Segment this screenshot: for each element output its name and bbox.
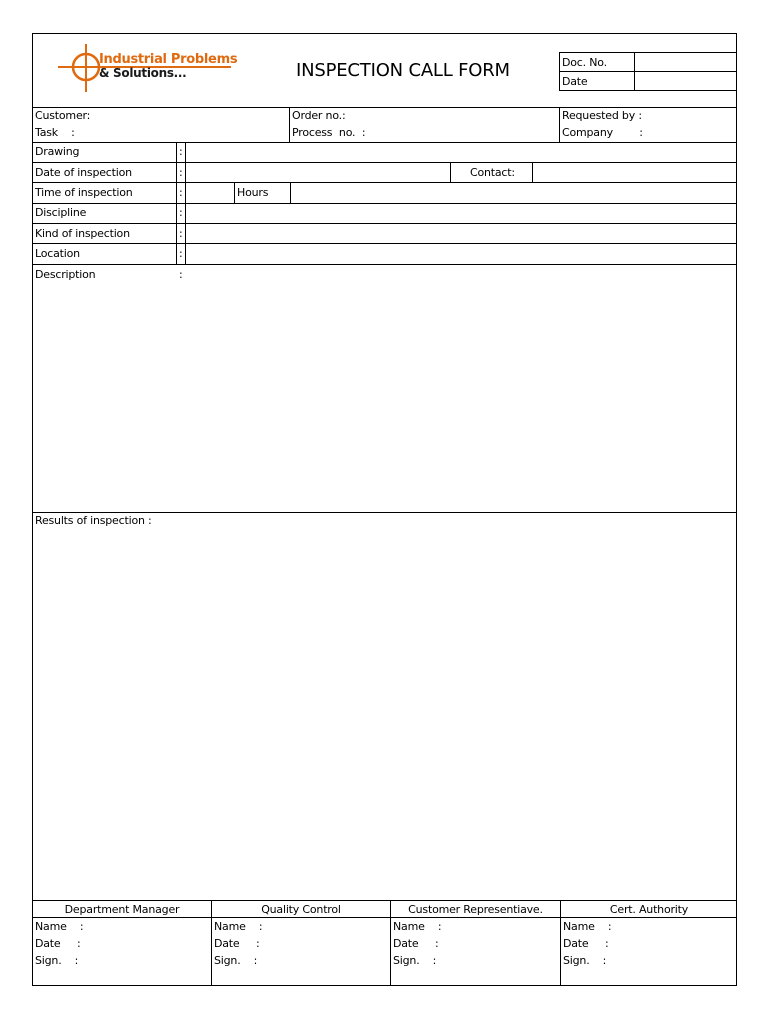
form-title: INSPECTION CALL FORM [296,60,510,81]
doc-no-label: Doc. No. [562,56,607,69]
sig-date-label: Date : [393,937,439,950]
location-field[interactable] [187,245,735,263]
customer-label: Customer: [35,109,91,122]
sig-name-label: Name : [563,920,612,933]
sig-header-cert-authority: Cert. Authority [609,903,689,916]
task-label: Task : [35,126,75,139]
time-of-inspection-field[interactable] [187,184,233,202]
sig-header-customer-representative: Customer Representiave. [408,903,543,916]
date-of-inspection-field[interactable] [187,164,449,181]
company-label: Company : [562,126,643,139]
doc-no-field[interactable] [636,54,735,70]
sig-sign-label: Sign. : [35,954,79,967]
drawing-field[interactable] [187,144,735,161]
doc-date-label: Date [562,75,588,88]
kind-of-inspection-label: Kind of inspection [35,227,130,240]
sig-name-label: Name : [214,920,263,933]
date-of-inspection-label: Date of inspection [35,166,132,179]
description-area[interactable] [34,284,735,510]
colon: : [179,268,183,281]
colon: : [179,227,183,240]
logo-line2: & Solutions... [99,66,187,80]
sig-header-department-manager: Department Manager [64,903,180,916]
sig-sign-label: Sign. : [393,954,437,967]
sig-date-label: Date : [214,937,260,950]
hours-field[interactable] [292,184,735,202]
colon: : [179,206,183,219]
time-of-inspection-label: Time of inspection [35,186,133,199]
logo-line1: Industrial Problems [99,52,238,67]
colon: : [179,145,183,158]
doc-date-field[interactable] [636,73,735,89]
sig-name-label: Name : [35,920,84,933]
discipline-field[interactable] [187,205,735,222]
sig-header-quality-control: Quality Control [261,903,341,916]
results-area[interactable] [34,530,735,898]
process-no-label: Process no. : [292,126,366,139]
hours-label: Hours [237,186,269,199]
contact-field[interactable] [534,164,735,181]
description-label: Description [35,268,96,281]
requested-by-label: Requested by : [562,109,642,122]
colon: : [179,166,183,179]
drawing-label: Drawing [35,145,80,158]
sig-name-label: Name : [393,920,442,933]
sig-date-label: Date : [563,937,609,950]
colon: : [179,186,183,199]
sig-sign-label: Sign. : [214,954,258,967]
order-no-label: Order no.: [292,109,346,122]
discipline-label: Discipline [35,206,87,219]
sig-sign-label: Sign. : [563,954,607,967]
location-label: Location [35,247,80,260]
colon: : [179,247,183,260]
kind-of-inspection-field[interactable] [187,225,735,242]
results-label: Results of inspection : [35,514,152,527]
contact-label: Contact: [470,166,515,179]
sig-date-label: Date : [35,937,81,950]
